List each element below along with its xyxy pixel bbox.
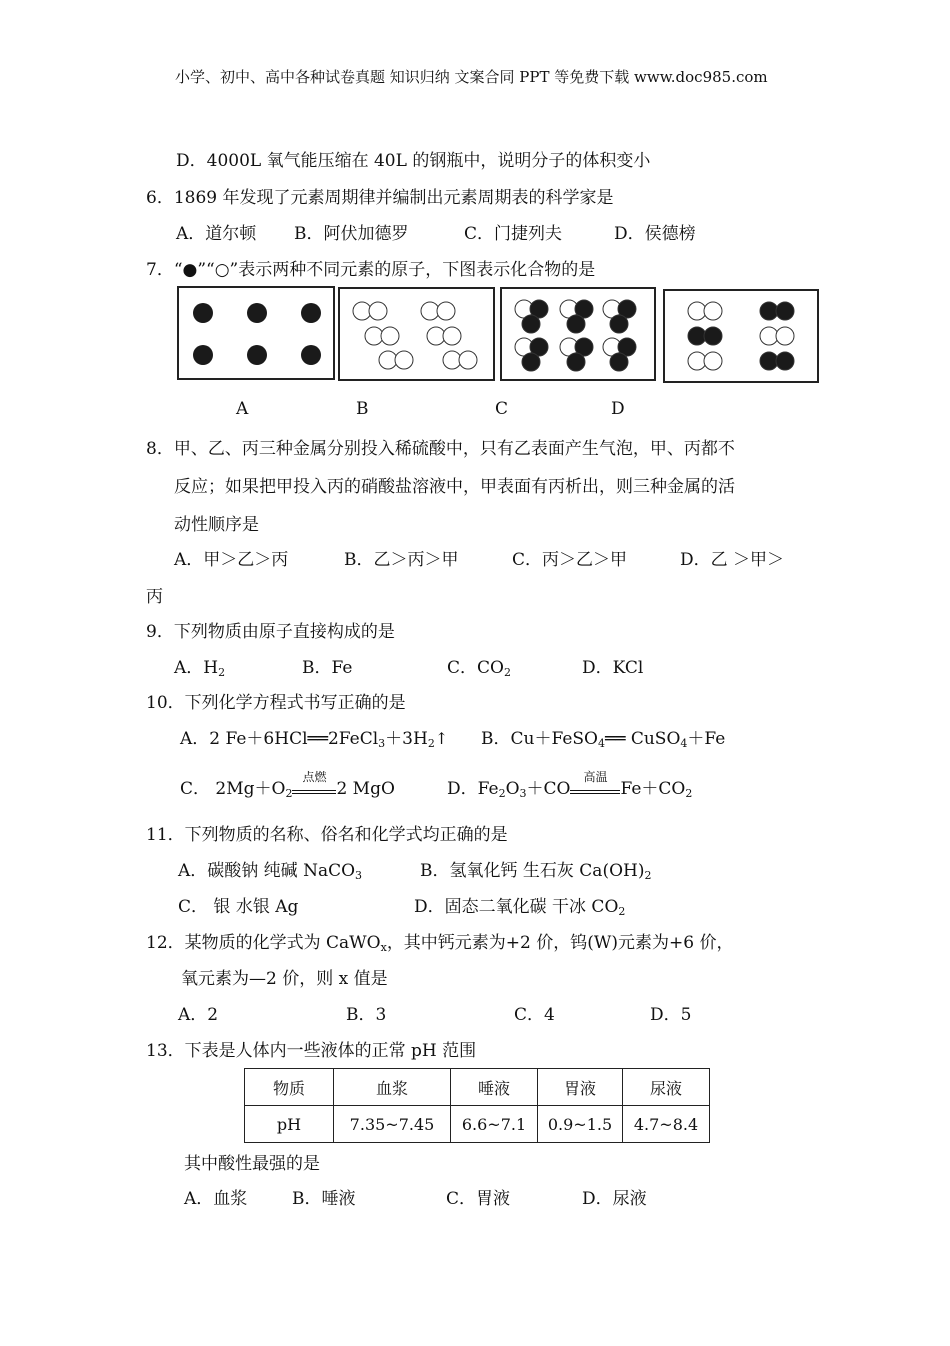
table-cell: 4.7~8.4 (623, 1106, 710, 1143)
q13-option-d: D．尿液 (582, 1189, 647, 1209)
q12-option-b: B．3 (346, 1005, 387, 1025)
ignite-condition-sign: 点燃 (292, 782, 336, 794)
q6-stem: 6．1869 年发现了元素周期律并编制出元素周期表的科学家是 (146, 188, 614, 208)
table-cell: 0.9~1.5 (538, 1106, 623, 1143)
black-atom (610, 315, 628, 333)
table-cell: 7.35~7.45 (334, 1106, 451, 1143)
q12-stem-line2: 氧元素为—2 价，则 x 值是 (181, 969, 388, 989)
q11-option-a: A．碳酸钠 纯碱 NaCO$_3$ (178, 861, 363, 882)
page-header: 小学、初中、高中各种试卷真题 知识归纳 文案合同 PPT 等免费下载 www.doc985.com (175, 68, 768, 86)
q13-after-text: 其中酸性最强的是 (184, 1154, 320, 1174)
q8-stem-line3: 动性顺序是 (174, 515, 259, 535)
white-atom (776, 327, 794, 345)
ph-table (244, 1068, 710, 1143)
q7-box-a (177, 286, 335, 380)
q9-option-d: D．KCl (582, 658, 644, 678)
q11-option-d: D．固态二氧化碳 干冰 $CO_2$ (414, 897, 626, 918)
q7-box-d-atoms (665, 291, 817, 381)
q7-box-c (500, 287, 656, 381)
q12-option-d: D．5 (650, 1005, 692, 1025)
table-row (245, 1069, 710, 1106)
black-atom (760, 302, 778, 320)
q8-option-c: C．丙＞乙＞甲 (512, 550, 628, 570)
q6-option-c: C．门捷列夫 (464, 224, 563, 244)
black-atom (610, 353, 628, 371)
black-atom (760, 352, 778, 370)
white-atom (421, 302, 439, 320)
q9-options (174, 653, 643, 679)
q7-label-c: C (495, 399, 509, 419)
q9-option-c: C．$CO_2$ (447, 658, 511, 679)
black-atom (776, 352, 794, 370)
q12-option-a: A．2 (178, 1005, 219, 1025)
q13-option-b: B．唾液 (292, 1189, 356, 1209)
white-atom (443, 351, 461, 369)
white-atom (704, 302, 722, 320)
white-atom (688, 302, 706, 320)
q13-stem: 13．下表是人体内一些液体的正常 pH 范围 (146, 1041, 477, 1061)
q6-option-b: B．阿伏加德罗 (294, 224, 409, 244)
q8-option-a: A．甲＞乙＞丙 (174, 550, 289, 570)
black-atom (301, 345, 321, 365)
q11-stem: 11．下列物质的名称、俗名和化学式均正确的是 (146, 825, 508, 845)
black-atom (301, 303, 321, 323)
white-atom (437, 302, 455, 320)
q9-option-a: A．$H_2$ (174, 658, 226, 679)
q13-option-a: A．血浆 (184, 1189, 248, 1209)
table-header-cell: 胃液 (538, 1069, 623, 1106)
black-atom (193, 303, 213, 323)
table-cell: 6.6~7.1 (451, 1106, 538, 1143)
q9-stem: 9．下列物质由原子直接构成的是 (146, 622, 395, 642)
black-atom (522, 353, 540, 371)
high-temp-condition-sign: 高温 (570, 782, 620, 794)
q11-options-row1 (178, 856, 651, 882)
black-atom (193, 345, 213, 365)
q12-options (178, 1000, 691, 1025)
q7-label-d: D (611, 399, 625, 419)
q8-stem-line1: 8．甲、乙、丙三种金属分别投入稀硫酸中，只有乙表面产生气泡，甲、丙都不 (146, 439, 735, 459)
q11-option-b: B．氢氧化钙 生石灰 $Ca(OH)_2$ (420, 861, 652, 882)
q6-option-a: A．道尔顿 (176, 224, 257, 244)
white-atom (443, 327, 461, 345)
q9-option-b: B．Fe (302, 658, 353, 678)
table-header-cell: 唾液 (451, 1069, 538, 1106)
black-atom (704, 327, 722, 345)
q5-option-d: D．4000L 氧气能压缩在 40L 的钢瓶中，说明分子的体积变小 (176, 151, 651, 171)
black-atom (688, 327, 706, 345)
table-header-cell: 血浆 (334, 1069, 451, 1106)
white-atom (369, 302, 387, 320)
q13-options (184, 1184, 647, 1209)
q7-label-b: B (356, 399, 369, 419)
black-atom (567, 315, 585, 333)
q10-option-c: C． $2Mg+O_2$ 点燃 2 MgO (180, 770, 395, 800)
black-atom (567, 353, 585, 371)
q10-option-d: D．$Fe_2O_3+CO$ 高温 $Fe+CO_2$ (447, 770, 693, 800)
q11-options-row2 (178, 892, 625, 918)
white-atom (459, 351, 477, 369)
q7-label-a: A (236, 399, 249, 419)
q8-options (174, 545, 784, 570)
black-atom (522, 315, 540, 333)
white-atom (688, 352, 706, 370)
table-row (245, 1106, 710, 1143)
q8-option-b: B．乙＞丙＞甲 (344, 550, 459, 570)
table-header-cell: 尿液 (623, 1069, 710, 1106)
q10-option-b: B．Cu＋FeSO$_4$══ CuSO$_4$＋Fe (481, 729, 726, 750)
black-atom (247, 303, 267, 323)
q10-stem: 10．下列化学方程式书写正确的是 (146, 693, 406, 713)
q6-option-d: D．侯德榜 (614, 224, 696, 244)
q8-option-d-wrap: 丙 (146, 587, 163, 607)
q7-box-b (338, 287, 495, 381)
q7-box-d (663, 289, 819, 383)
q10-option-a: A．2 $Fe+6HCl══2FeCl_3+3H_2↑$ (180, 729, 449, 750)
q7-stem: 7．“●”“○”表示两种不同元素的原子，下图表示化合物的是 (146, 260, 596, 280)
white-atom (704, 352, 722, 370)
q7-box-a-atoms (179, 288, 333, 378)
q11-option-c: C． 银 水银 Ag (178, 897, 299, 917)
q8-stem-line2: 反应；如果把甲投入丙的硝酸盐溶液中，甲表面有丙析出，则三种金属的活 (174, 477, 735, 497)
white-atom (760, 327, 778, 345)
white-atom (353, 302, 371, 320)
q7-box-b-atoms (340, 289, 493, 379)
white-atom (381, 327, 399, 345)
q12-stem-line1: 12．某物质的化学式为 CaWO$_x$，其中钙元素为+2 价，钨(W)元素为+6 价， (146, 933, 734, 954)
black-atom (247, 345, 267, 365)
table-cell: pH (245, 1106, 334, 1143)
white-atom (365, 327, 383, 345)
q12-option-c: C．4 (514, 1005, 555, 1025)
q13-option-c: C．胃液 (446, 1189, 511, 1209)
q8-option-d: D．乙 ＞甲＞ (680, 550, 785, 570)
white-atom (395, 351, 413, 369)
gas-arrow-icon: ↑ (434, 729, 449, 748)
white-atom (427, 327, 445, 345)
black-atom (776, 302, 794, 320)
q6-options (176, 219, 696, 244)
white-atom (379, 351, 397, 369)
q7-box-c-atoms (502, 289, 654, 379)
table-header-cell: 物质 (245, 1069, 334, 1106)
